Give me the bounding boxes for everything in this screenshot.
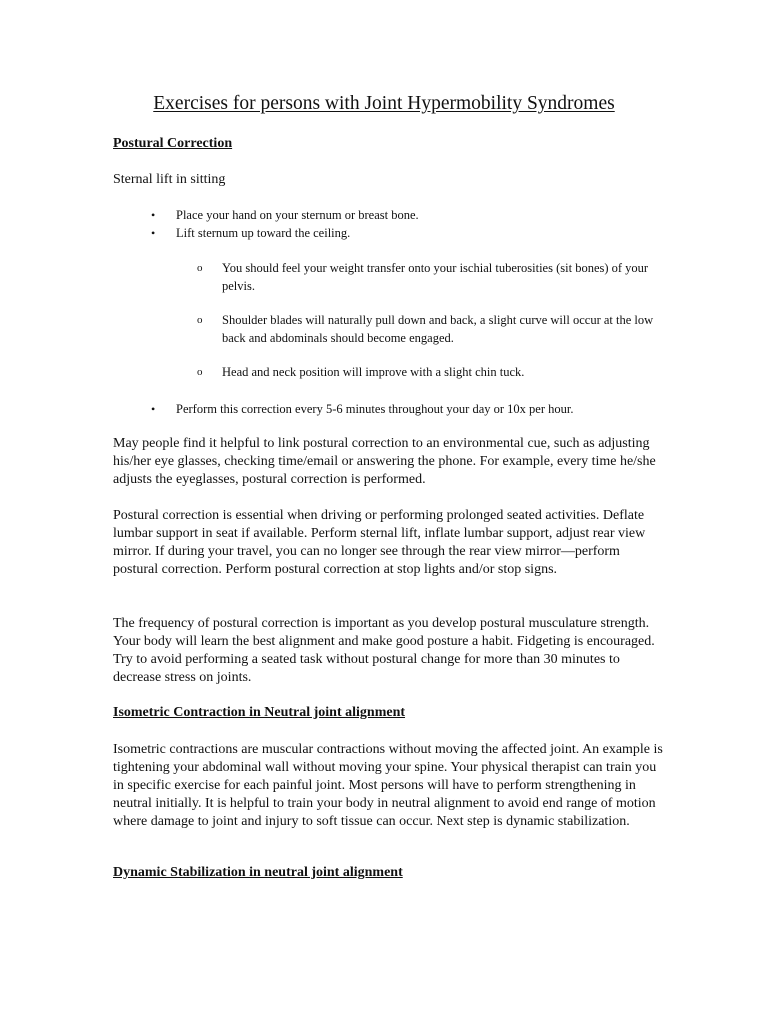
lead-sternal-lift: Sternal lift in sitting xyxy=(113,172,226,187)
heading-dynamic-stabilization: Dynamic Stabilization in neutral joint alignment xyxy=(113,865,403,880)
bullet-text: Place your hand on your sternum or breast bone. xyxy=(176,208,419,222)
bullet-marker: • xyxy=(151,208,156,222)
paragraph-driving: Postural correction is essential when driving or performing prolonged seated activities. Deflate lumbar support in seat if available. Perform sternal lift, inflate lumbar support, adjust rear view mirror. If during your travel, you can no longer see through the rear view mirror—perform postural correction. Perform postural correction at stop lights and/or stop signs. xyxy=(113,508,646,577)
bullet-marker: • xyxy=(151,402,156,416)
sub-list-text: You should feel your weight transfer onto your ischial tuberosities (sit bones) of your pelvis. xyxy=(222,261,649,293)
heading-isometric-contraction: Isometric Contraction in Neutral joint alignment xyxy=(113,705,406,720)
sub-list-item xyxy=(197,364,657,382)
sub-list-text: Head and neck position will improve with a slight chin tuck. xyxy=(222,365,525,379)
paragraph-isometric: Isometric contractions are muscular contractions without moving the affected joint. An example is tightening your abdominal wall without moving your spine. Your physical therapist can train you in specific exercise for each painful joint. Most persons will have to perform strengthening in neutral initially. It is helpful to train your body in neutral alignment to avoid end range of motion where damage to joint and injury to soft tissue can occur. Next step is dynamic stabilization. xyxy=(113,742,663,829)
sub-list-item xyxy=(197,312,657,347)
paragraph-frequency: The frequency of postural correction is important as you develop postural musculature strength. Your body will learn the best alignment and make good posture a habit. Fidgeting is encouraged. Try to avoid performing a seated task without postural change for more than 30 minutes to decrease stress on joints. xyxy=(113,616,655,685)
heading-postural-correction: Postural Correction xyxy=(113,136,233,151)
sub-list-text: Shoulder blades will naturally pull down and back, a slight curve will occur at the low back and abdominals should become engaged. xyxy=(222,313,654,345)
bullet-item xyxy=(151,225,651,242)
bullet-item xyxy=(151,207,651,224)
bullet-item xyxy=(151,401,651,418)
paragraph-environmental-cue: May people find it helpful to link postural correction to an environmental cue, such as adjusting his/her eye glasses, checking time/email or answering the phone. For example, every time he/she adjusts the eyeglasses, postural correction is performed. xyxy=(113,436,656,487)
sub-bullet-marker: o xyxy=(197,262,203,274)
bullet-text: Lift sternum up toward the ceiling. xyxy=(176,226,351,240)
sub-bullet-marker: o xyxy=(197,314,203,326)
bullet-text: Perform this correction every 5-6 minutes throughout your day or 10x per hour. xyxy=(176,402,574,416)
sub-list-item xyxy=(197,260,657,295)
document-title: Exercises for persons with Joint Hypermobility Syndromes xyxy=(153,93,615,114)
bullet-marker: • xyxy=(151,226,156,240)
sub-bullet-marker: o xyxy=(197,366,203,378)
